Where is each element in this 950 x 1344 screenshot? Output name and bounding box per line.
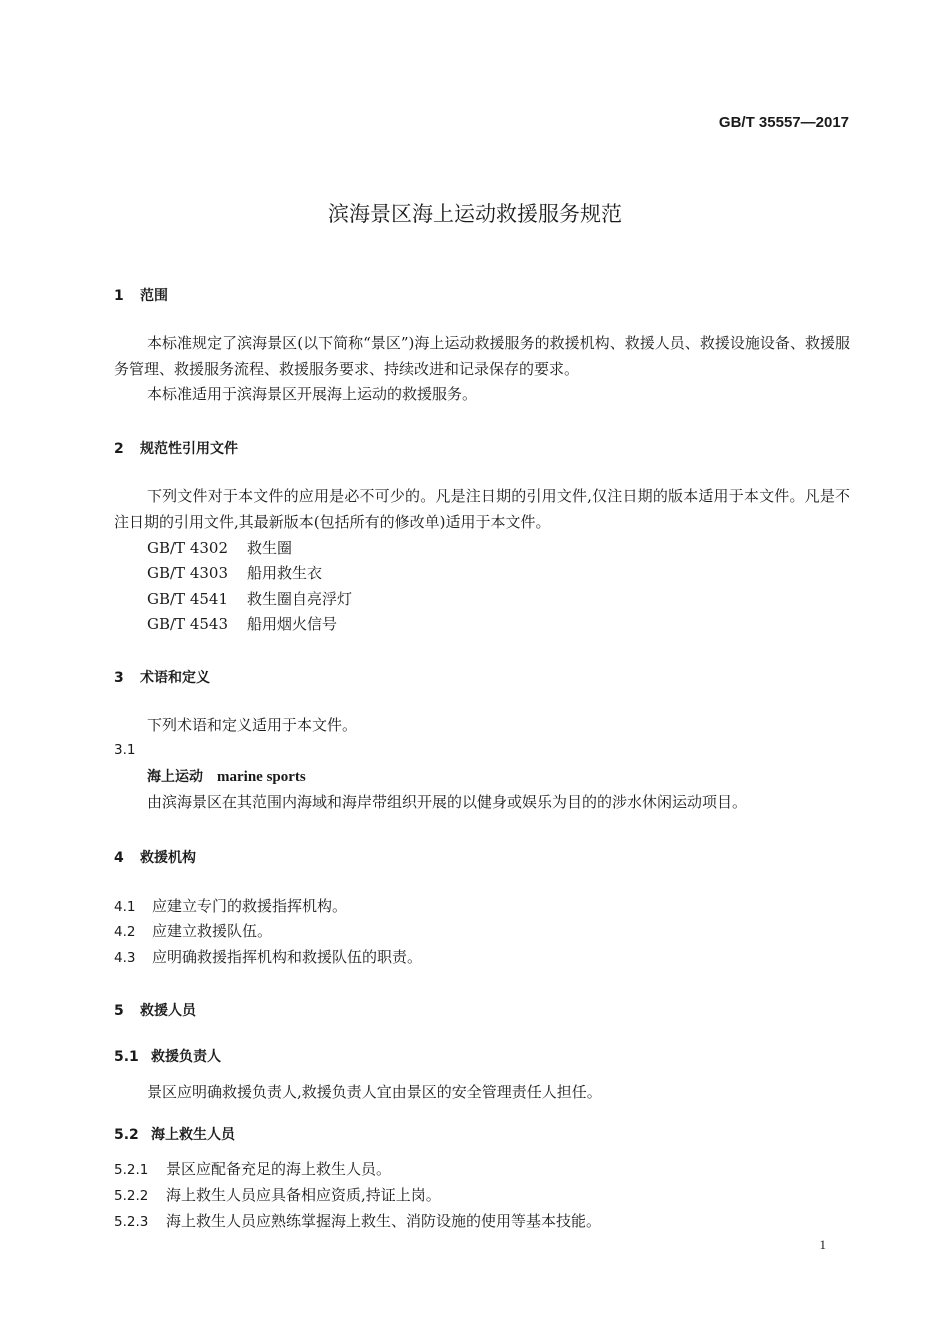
section-title: 术语和定义 <box>140 670 210 686</box>
reference-code: GB/T 4543 <box>147 615 229 633</box>
term-definition: 由滨海景区在其范围内海域和海岸带组织开展的以健身或娱乐为目的的涉水休闲运动项目。 <box>147 793 748 811</box>
section-2-paragraph-1: 下列文件对于本文件的应用是必不可少的。凡是注日期的引用文件,仅注日期的版本适用于本文件。凡是不注日期的引用文件,其最新版本(包括所有的修改单)适用于本文件。 <box>114 487 850 531</box>
section-3-paragraph-1: 下列术语和定义适用于本文件。 <box>147 716 358 734</box>
normative-reference <box>147 562 322 583</box>
subsection-number: 5.2 <box>114 1127 139 1143</box>
normative-reference <box>147 613 337 634</box>
clause-text: 景区应配备充足的海上救生人员。 <box>166 1160 392 1178</box>
clause-item <box>114 920 272 941</box>
clause-text: 应建立救援队伍。 <box>152 922 273 940</box>
reference-title: 船用救生衣 <box>247 564 323 582</box>
term-entry <box>147 766 306 786</box>
clause-item <box>114 946 422 967</box>
section-1-paragraph-1: 本标准规定了滨海景区(以下简称“景区”)海上运动救援服务的救援机构、救援人员、救援设施设备、救援服务管理、救援服务流程、救援服务要求、持续改进和记录保存的要求。 <box>114 334 850 378</box>
normative-reference <box>147 588 352 609</box>
clause-number: 4.3 <box>114 950 136 966</box>
term-chinese: 海上运动 <box>147 769 203 785</box>
normative-reference <box>147 537 292 558</box>
section-number: 1 <box>114 288 124 304</box>
reference-title: 船用烟火信号 <box>247 615 338 633</box>
subsection-title: 救援负责人 <box>151 1049 221 1065</box>
clause-number: 5.2.3 <box>114 1214 149 1230</box>
subsection-5-1-heading <box>114 1046 221 1066</box>
section-title: 救援人员 <box>140 1003 196 1019</box>
section-title: 规范性引用文件 <box>140 441 238 457</box>
clause-text: 应建立专门的救援指挥机构。 <box>152 897 348 915</box>
clause-text: 海上救生人员应具备相应资质,持证上岗。 <box>166 1186 441 1204</box>
clause-item <box>114 1210 601 1231</box>
document-title: 滨海景区海上运动救援服务规范 <box>328 202 622 226</box>
clause-number: 5.2.1 <box>114 1162 149 1178</box>
section-5-heading <box>114 1000 196 1020</box>
section-1-paragraph-2: 本标准适用于滨海景区开展海上运动的救援服务。 <box>147 385 478 403</box>
clause-text: 应明确救援指挥机构和救援队伍的职责。 <box>152 948 423 966</box>
section-2-heading <box>114 438 238 458</box>
section-number: 5 <box>114 1003 124 1019</box>
term-number: 3.1 <box>114 742 136 758</box>
clause-item <box>114 895 347 916</box>
clause-number: 5.2.2 <box>114 1188 149 1204</box>
section-number: 3 <box>114 670 124 686</box>
clause-item <box>114 1184 441 1205</box>
reference-code: GB/T 4303 <box>147 564 229 582</box>
section-3-heading <box>114 667 210 687</box>
page-number: 1 <box>819 1237 826 1252</box>
subsection-5-2-heading <box>114 1124 235 1144</box>
reference-code: GB/T 4302 <box>147 539 229 557</box>
subsection-title: 海上救生人员 <box>151 1127 235 1143</box>
section-number: 2 <box>114 441 124 457</box>
clause-number: 4.2 <box>114 924 136 940</box>
reference-code: GB/T 4541 <box>147 590 229 608</box>
clause-text: 海上救生人员应熟练掌握海上救生、消防设施的使用等基本技能。 <box>166 1212 602 1230</box>
subsection-number: 5.1 <box>114 1049 139 1065</box>
standard-code: GB/T 35557—2017 <box>718 114 849 131</box>
term-english: marine sports <box>217 769 306 785</box>
section-title: 救援机构 <box>140 850 196 866</box>
clause-number: 4.1 <box>114 899 136 915</box>
reference-title: 救生圈自亮浮灯 <box>247 590 353 608</box>
section-title: 范围 <box>140 288 168 304</box>
clause-item <box>114 1158 391 1179</box>
section-4-heading <box>114 847 196 867</box>
section-1-heading <box>114 285 168 305</box>
subsection-5-1-paragraph: 景区应明确救援负责人,救援负责人宜由景区的安全管理责任人担任。 <box>147 1083 602 1101</box>
section-number: 4 <box>114 850 124 866</box>
reference-title: 救生圈 <box>247 539 293 557</box>
